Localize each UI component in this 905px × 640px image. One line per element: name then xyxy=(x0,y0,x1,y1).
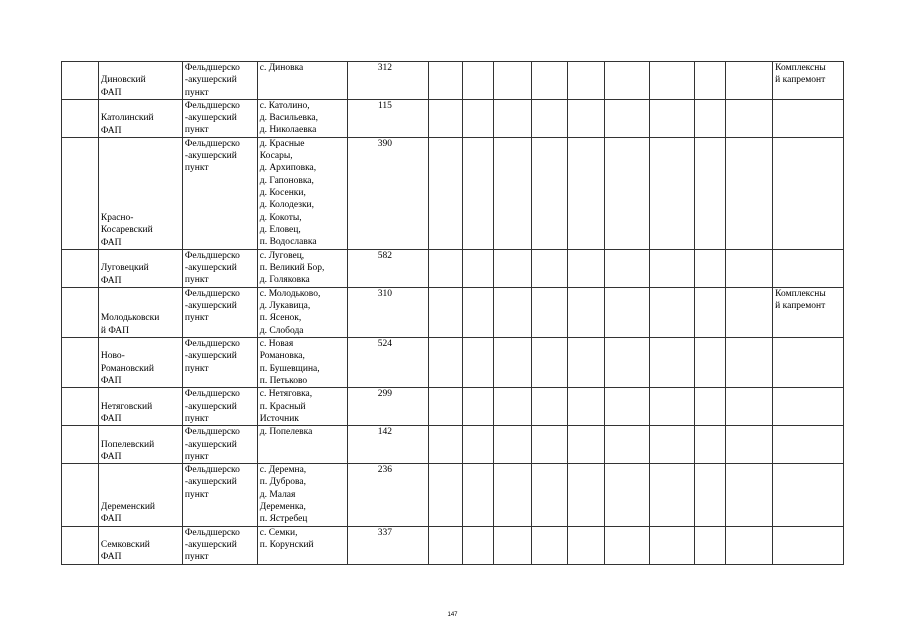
note-cell xyxy=(773,137,844,249)
note-cell: Комплексны й капремонт xyxy=(773,287,844,337)
facility-name-cell: Деременский ФАП xyxy=(98,464,182,526)
empty-cell xyxy=(568,464,605,526)
empty-cell xyxy=(605,426,650,464)
facility-type-cell: Фельдшерско -акушерский пункт xyxy=(182,62,257,100)
table-row xyxy=(62,464,844,526)
empty-cell xyxy=(650,526,695,564)
settlements-cell: с. Молодьково, д. Лукавица, п. Ясенок, д. Слобода xyxy=(257,287,347,337)
table-row xyxy=(62,62,844,100)
empty-cell xyxy=(428,287,462,337)
empty-cell xyxy=(726,388,773,426)
settlements-cell: д. Попелевка xyxy=(257,426,347,464)
empty-cell xyxy=(726,287,773,337)
row-index-cell xyxy=(62,62,99,100)
population-cell: 310 xyxy=(347,287,428,337)
note-cell: Комплексны й капремонт xyxy=(773,62,844,100)
empty-cell xyxy=(605,338,650,388)
empty-cell xyxy=(428,426,462,464)
empty-cell xyxy=(462,464,494,526)
empty-cell xyxy=(532,287,568,337)
empty-cell xyxy=(695,287,726,337)
empty-cell xyxy=(462,287,494,337)
empty-cell xyxy=(605,137,650,249)
empty-cell xyxy=(605,287,650,337)
empty-cell xyxy=(726,137,773,249)
population-cell: 582 xyxy=(347,249,428,287)
empty-cell xyxy=(462,388,494,426)
empty-cell xyxy=(462,338,494,388)
empty-cell xyxy=(650,426,695,464)
empty-cell xyxy=(695,388,726,426)
empty-cell xyxy=(695,62,726,100)
empty-cell xyxy=(695,464,726,526)
empty-cell xyxy=(605,99,650,137)
empty-cell xyxy=(605,62,650,100)
page-number: 147 xyxy=(447,612,458,618)
empty-cell xyxy=(605,526,650,564)
empty-cell xyxy=(568,99,605,137)
row-index-cell xyxy=(62,464,99,526)
settlements-cell: с. Семки, п. Корунский xyxy=(257,526,347,564)
empty-cell xyxy=(695,249,726,287)
empty-cell xyxy=(650,249,695,287)
empty-cell xyxy=(650,287,695,337)
settlements-cell: с. Новая Романовка, п. Бушевщина, п. Петьково xyxy=(257,338,347,388)
empty-cell xyxy=(568,426,605,464)
empty-cell xyxy=(650,464,695,526)
row-index-cell xyxy=(62,388,99,426)
facility-name-cell: Нетяговский ФАП xyxy=(98,388,182,426)
empty-cell xyxy=(568,249,605,287)
empty-cell xyxy=(605,388,650,426)
table-row xyxy=(62,99,844,137)
empty-cell xyxy=(532,249,568,287)
empty-cell xyxy=(494,388,532,426)
empty-cell xyxy=(695,526,726,564)
row-index-cell xyxy=(62,137,99,249)
empty-cell xyxy=(494,338,532,388)
facility-type-cell: Фельдшерско -акушерский пункт xyxy=(182,426,257,464)
table-row xyxy=(62,338,844,388)
empty-cell xyxy=(494,249,532,287)
facility-name-cell: Красно- Косаревский ФАП xyxy=(98,137,182,249)
note-cell xyxy=(773,464,844,526)
empty-cell xyxy=(650,62,695,100)
empty-cell xyxy=(462,62,494,100)
facility-name-cell: Молодьковски й ФАП xyxy=(98,287,182,337)
empty-cell xyxy=(428,338,462,388)
note-cell xyxy=(773,99,844,137)
facility-type-cell: Фельдшерско -акушерский пункт xyxy=(182,526,257,564)
population-cell: 390 xyxy=(347,137,428,249)
empty-cell xyxy=(494,287,532,337)
table-row xyxy=(62,526,844,564)
facility-name-cell: Диновский ФАП xyxy=(98,62,182,100)
settlements-cell: с. Луговец, п. Великий Бор, д. Голяковка xyxy=(257,249,347,287)
population-cell: 524 xyxy=(347,338,428,388)
empty-cell xyxy=(462,137,494,249)
empty-cell xyxy=(428,388,462,426)
note-cell xyxy=(773,338,844,388)
note-cell xyxy=(773,249,844,287)
note-cell xyxy=(773,426,844,464)
empty-cell xyxy=(494,62,532,100)
table-row xyxy=(62,426,844,464)
empty-cell xyxy=(568,137,605,249)
empty-cell xyxy=(494,464,532,526)
table-row xyxy=(62,287,844,337)
row-index-cell xyxy=(62,249,99,287)
empty-cell xyxy=(695,338,726,388)
settlements-cell: с. Нетяговка, п. Красный Источник xyxy=(257,388,347,426)
empty-cell xyxy=(650,338,695,388)
facility-type-cell: Фельдшерско -акушерский пункт xyxy=(182,137,257,249)
row-index-cell xyxy=(62,338,99,388)
population-cell: 142 xyxy=(347,426,428,464)
empty-cell xyxy=(726,99,773,137)
empty-cell xyxy=(532,464,568,526)
empty-cell xyxy=(568,388,605,426)
empty-cell xyxy=(695,99,726,137)
empty-cell xyxy=(726,464,773,526)
facility-name-cell: Католинский ФАП xyxy=(98,99,182,137)
table-row xyxy=(62,137,844,249)
empty-cell xyxy=(605,249,650,287)
empty-cell xyxy=(650,99,695,137)
note-cell xyxy=(773,526,844,564)
empty-cell xyxy=(462,249,494,287)
empty-cell xyxy=(532,388,568,426)
empty-cell xyxy=(532,426,568,464)
population-cell: 115 xyxy=(347,99,428,137)
facility-type-cell: Фельдшерско -акушерский пункт xyxy=(182,99,257,137)
facility-type-cell: Фельдшерско -акушерский пункт xyxy=(182,338,257,388)
facility-type-cell: Фельдшерско -акушерский пункт xyxy=(182,464,257,526)
empty-cell xyxy=(568,526,605,564)
empty-cell xyxy=(568,338,605,388)
empty-cell xyxy=(494,137,532,249)
empty-cell xyxy=(532,137,568,249)
empty-cell xyxy=(428,249,462,287)
empty-cell xyxy=(532,338,568,388)
empty-cell xyxy=(650,388,695,426)
empty-cell xyxy=(726,338,773,388)
empty-cell xyxy=(532,526,568,564)
settlements-cell: с. Диновка xyxy=(257,62,347,100)
facility-type-cell: Фельдшерско -акушерский пункт xyxy=(182,287,257,337)
row-index-cell xyxy=(62,99,99,137)
empty-cell xyxy=(532,62,568,100)
facility-type-cell: Фельдшерско -акушерский пункт xyxy=(182,249,257,287)
table-row xyxy=(62,388,844,426)
empty-cell xyxy=(726,249,773,287)
facility-name-cell: Семковский ФАП xyxy=(98,526,182,564)
settlements-cell: с. Деремна, п. Дуброва, д. Малая Деременка, п. Ястребец xyxy=(257,464,347,526)
empty-cell xyxy=(695,137,726,249)
table-row xyxy=(62,249,844,287)
empty-cell xyxy=(568,287,605,337)
empty-cell xyxy=(494,99,532,137)
empty-cell xyxy=(568,62,605,100)
settlements-cell: д. Красные Косары, д. Архиповка, д. Гапоновка, д. Косенки, д. Колодезки, д. Кокоты, д. Еловец, п. Водославка xyxy=(257,137,347,249)
facilities-table xyxy=(61,61,844,565)
empty-cell xyxy=(428,526,462,564)
note-cell xyxy=(773,388,844,426)
empty-cell xyxy=(462,426,494,464)
population-cell: 236 xyxy=(347,464,428,526)
empty-cell xyxy=(462,526,494,564)
empty-cell xyxy=(726,62,773,100)
facility-name-cell: Луговецкий ФАП xyxy=(98,249,182,287)
empty-cell xyxy=(428,137,462,249)
facility-type-cell: Фельдшерско -акушерский пункт xyxy=(182,388,257,426)
row-index-cell xyxy=(62,426,99,464)
population-cell: 312 xyxy=(347,62,428,100)
empty-cell xyxy=(532,99,568,137)
empty-cell xyxy=(650,137,695,249)
empty-cell xyxy=(462,99,494,137)
empty-cell xyxy=(428,464,462,526)
empty-cell xyxy=(494,526,532,564)
settlements-cell: с. Католино, д. Васильевка, д. Николаевка xyxy=(257,99,347,137)
empty-cell xyxy=(726,426,773,464)
population-cell: 299 xyxy=(347,388,428,426)
empty-cell xyxy=(428,99,462,137)
empty-cell xyxy=(695,426,726,464)
empty-cell xyxy=(605,464,650,526)
facility-name-cell: Попелевский ФАП xyxy=(98,426,182,464)
empty-cell xyxy=(494,426,532,464)
empty-cell xyxy=(428,62,462,100)
facility-name-cell: Ново- Романовский ФАП xyxy=(98,338,182,388)
row-index-cell xyxy=(62,287,99,337)
population-cell: 337 xyxy=(347,526,428,564)
empty-cell xyxy=(726,526,773,564)
row-index-cell xyxy=(62,526,99,564)
